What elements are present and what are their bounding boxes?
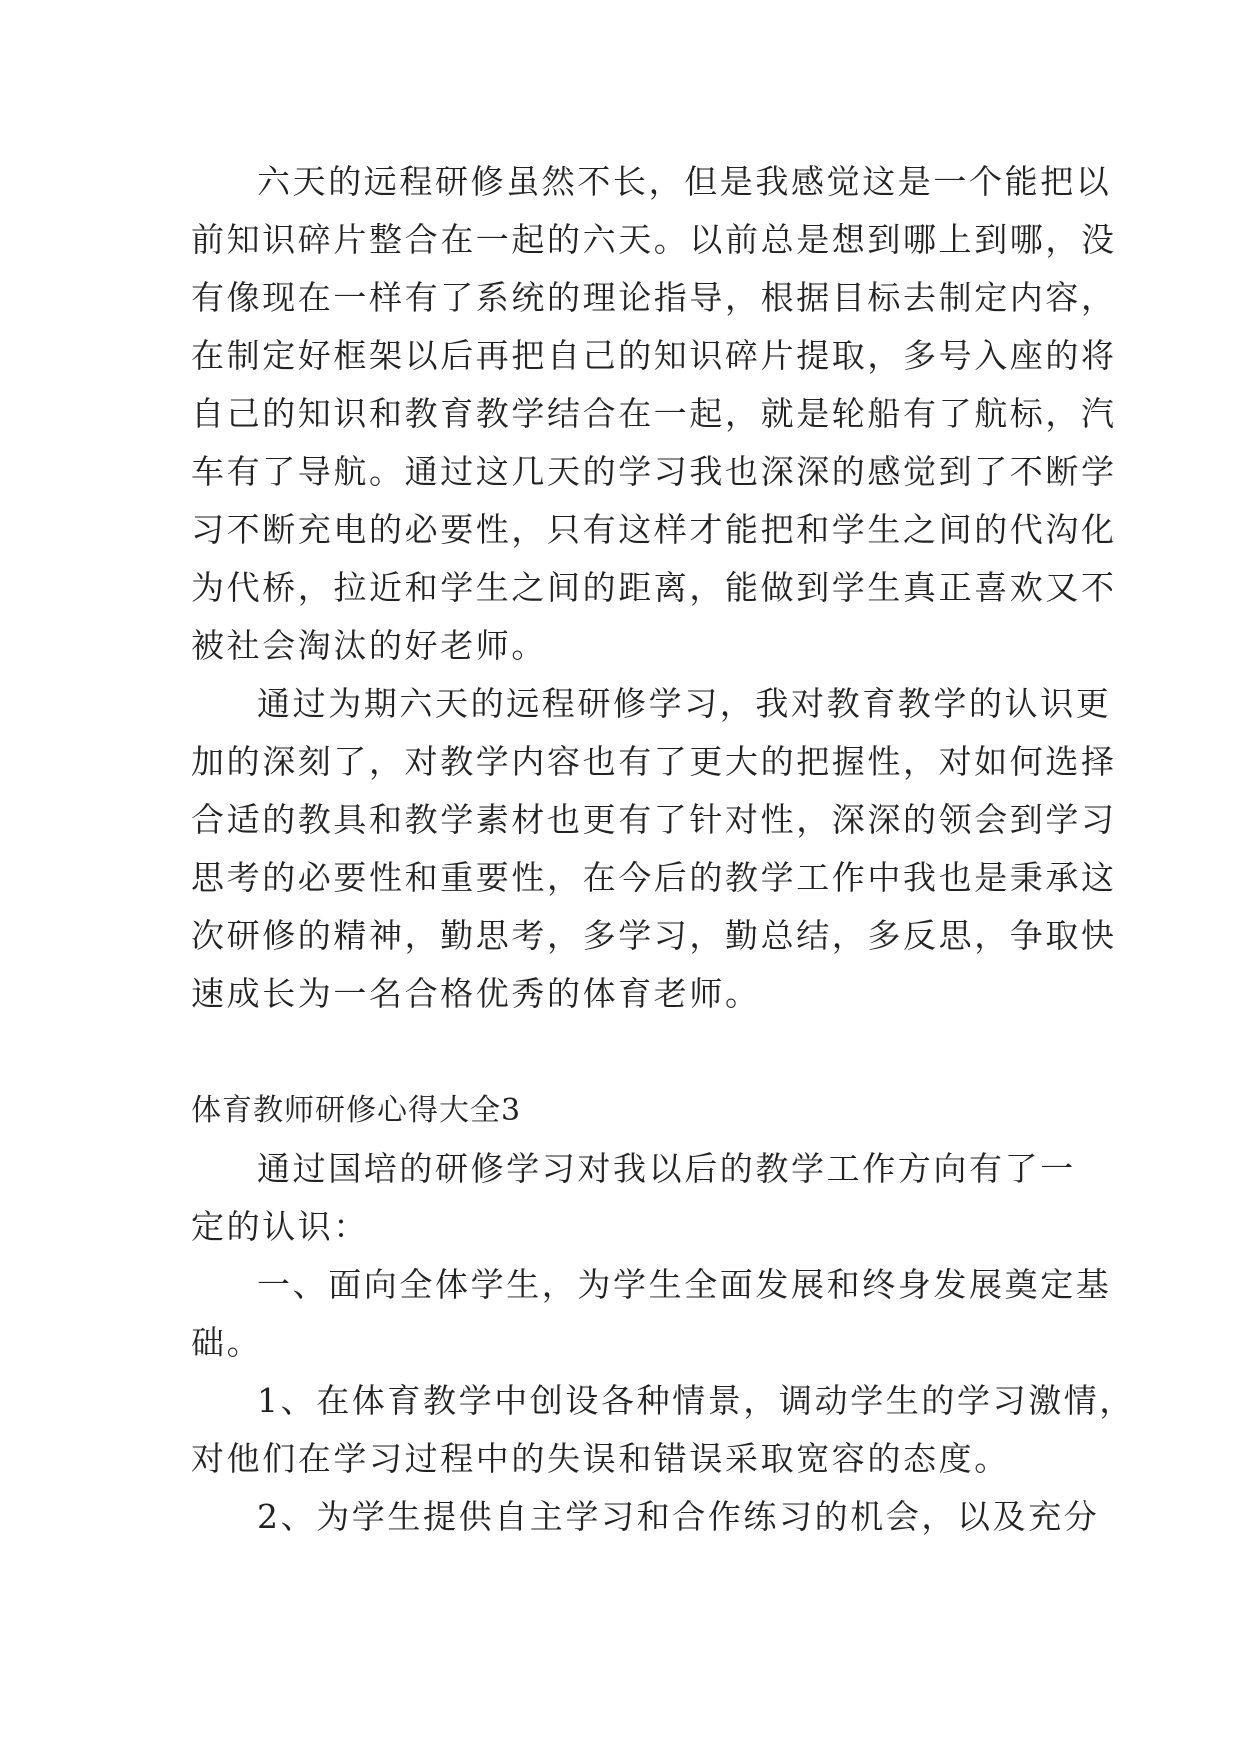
paragraph-1-line-9: 被社会淘汰的好老师。: [191, 626, 547, 665]
paragraph-1-line-2: 前知识碎片整合在一起的六天。以前总是想到哪上到哪，没: [191, 220, 1117, 259]
paragraph-1-line-4: 在制定好框架以后再把自己的知识碎片提取，多号入座的将: [191, 336, 1117, 375]
paragraph-2-line-3: 合适的教具和教学素材也更有了针对性，深深的领会到学习: [191, 800, 1117, 839]
paragraph-1-line-1: 六天的远程研修虽然不长，但是我感觉这是一个能把以: [257, 162, 1112, 201]
section-heading: 体育教师研修心得大全3: [191, 1093, 522, 1128]
paragraph-1-line-3: 有像现在一样有了系统的理论指导，根据目标去制定内容，: [191, 278, 1117, 317]
paragraph-2-line-5: 次研修的精神，勤思考，多学习，勤总结，多反思，争取快: [191, 916, 1117, 955]
section-paragraph-2-line-2: 础。: [191, 1323, 263, 1362]
section-paragraph-1-line-1: 通过国培的研修学习对我以后的教学工作方向有了一: [257, 1149, 1076, 1188]
paragraph-2-line-6: 速成长为一名合格优秀的体育老师。: [191, 974, 761, 1013]
paragraph-2-line-1: 通过为期六天的远程研修学习，我对教育教学的认识更: [257, 684, 1112, 723]
paragraph-1-line-5: 自己的知识和教育教学结合在一起，就是轮船有了航标，汽: [191, 394, 1117, 433]
section-paragraph-4-line-1: 2、为学生提供自主学习和合作练习的机会，以及充分: [257, 1497, 1100, 1536]
paragraph-1-line-6: 车有了导航。通过这几天的学习我也深深的感觉到了不断学: [191, 452, 1117, 491]
section-paragraph-3-line-1: 1、在体育教学中创设各种情景，调动学生的学习激情，: [257, 1381, 1135, 1420]
paragraph-1-line-8: 为代桥，拉近和学生之间的距离，能做到学生真正喜欢又不: [191, 568, 1117, 607]
section-paragraph-3-line-2: 对他们在学习过程中的失误和错误采取宽容的态度。: [191, 1439, 1010, 1478]
section-paragraph-1-line-2: 定的认识：: [191, 1207, 369, 1246]
paragraph-2-line-2: 加的深刻了，对教学内容也有了更大的把握性，对如何选择: [191, 742, 1117, 781]
paragraph-1-line-7: 习不断充电的必要性，只有这样才能把和学生之间的代沟化: [191, 510, 1117, 549]
paragraph-2-line-4: 思考的必要性和重要性，在今后的教学工作中我也是秉承这: [191, 858, 1117, 897]
section-paragraph-2-line-1: 一、面向全体学生，为学生全面发展和终身发展奠定基: [257, 1265, 1112, 1304]
